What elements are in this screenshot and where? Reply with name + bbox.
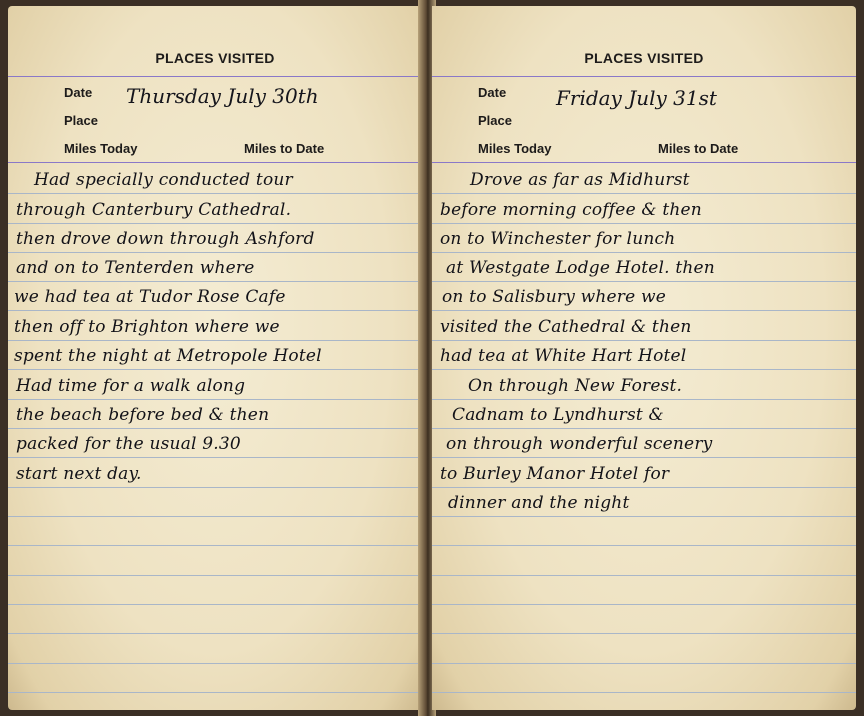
left-entry-line: Had specially conducted tour: [34, 170, 293, 190]
right-header-rule: [432, 76, 856, 77]
line-rule: [432, 575, 856, 576]
left-entry-line: start next day.: [16, 464, 142, 484]
line-rule: [432, 369, 856, 370]
line-rule: [8, 193, 422, 194]
line-rule: [432, 193, 856, 194]
left-entry-line: Had time for a walk along: [16, 376, 246, 396]
left-entry-line: then off to Brighton where we: [14, 317, 280, 337]
right-date-value: Friday July 31st: [556, 86, 717, 110]
left-entry-line: then drove down through Ashford: [16, 229, 315, 249]
line-rule: [8, 457, 422, 458]
right-entry-line: On through New Forest.: [468, 376, 683, 396]
line-rule: [8, 663, 422, 664]
right-entry-line: on to Winchester for lunch: [440, 229, 676, 249]
left-header-rule: [8, 76, 422, 77]
right-miles-to-date-label: Miles to Date: [658, 141, 739, 156]
line-rule: [8, 369, 422, 370]
right-entry-line: Drove as far as Midhurst: [470, 170, 690, 190]
right-place-label: Place: [478, 113, 512, 128]
line-rule: [432, 428, 856, 429]
line-rule: [432, 223, 856, 224]
line-rule: [432, 281, 856, 282]
right-entry-line: on through wonderful scenery: [446, 434, 713, 454]
line-rule: [432, 692, 856, 693]
line-rule: [432, 310, 856, 311]
left-entry-line: packed for the usual 9.30: [16, 434, 241, 454]
right-entry-line: Cadnam to Lyndhurst &: [452, 405, 664, 425]
left-entry-line: spent the night at Metropole Hotel: [14, 346, 322, 366]
line-rule: [8, 281, 422, 282]
right-entry-line: before morning coffee & then: [440, 200, 702, 220]
left-entry-line: we had tea at Tudor Rose Cafe: [14, 287, 286, 307]
line-rule: [8, 633, 422, 634]
left-entry-line: and on to Tenterden where: [16, 258, 255, 278]
left-section-rule: [8, 162, 422, 163]
left-date-value: Thursday July 30th: [126, 84, 319, 108]
line-rule: [432, 545, 856, 546]
line-rule: [432, 516, 856, 517]
right-miles-today-label: Miles Today: [478, 141, 552, 156]
left-page: [8, 6, 422, 710]
line-rule: [8, 692, 422, 693]
line-rule: [8, 340, 422, 341]
line-rule: [432, 340, 856, 341]
left-miles-today-label: Miles Today: [64, 141, 138, 156]
right-date-label: Date: [478, 85, 507, 100]
left-place-label: Place: [64, 113, 98, 128]
line-rule: [432, 399, 856, 400]
right-entry-line: to Burley Manor Hotel for: [440, 464, 670, 484]
left-entry-line: through Canterbury Cathedral.: [16, 200, 292, 220]
right-entry-line: visited the Cathedral & then: [440, 317, 692, 337]
right-entry-line: at Westgate Lodge Hotel. then: [446, 258, 715, 278]
left-miles-to-date-label: Miles to Date: [244, 141, 325, 156]
line-rule: [432, 487, 856, 488]
line-rule: [8, 516, 422, 517]
line-rule: [8, 428, 422, 429]
right-entry-line: dinner and the night: [448, 493, 630, 513]
line-rule: [8, 252, 422, 253]
left-date-label: Date: [64, 85, 93, 100]
right-entry-line: on to Salisbury where we: [442, 287, 666, 307]
line-rule: [432, 457, 856, 458]
right-page-heading: PLACES VISITED: [584, 50, 704, 66]
line-rule: [432, 633, 856, 634]
right-entry-line: had tea at White Hart Hotel: [440, 346, 687, 366]
line-rule: [432, 252, 856, 253]
left-page-heading: PLACES VISITED: [155, 50, 275, 66]
line-rule: [8, 604, 422, 605]
line-rule: [8, 487, 422, 488]
line-rule: [8, 575, 422, 576]
line-rule: [8, 310, 422, 311]
line-rule: [8, 399, 422, 400]
left-entry-line: the beach before bed & then: [16, 405, 270, 425]
line-rule: [8, 545, 422, 546]
line-rule: [432, 663, 856, 664]
right-page: [432, 6, 856, 710]
line-rule: [432, 604, 856, 605]
line-rule: [8, 223, 422, 224]
right-section-rule: [432, 162, 856, 163]
